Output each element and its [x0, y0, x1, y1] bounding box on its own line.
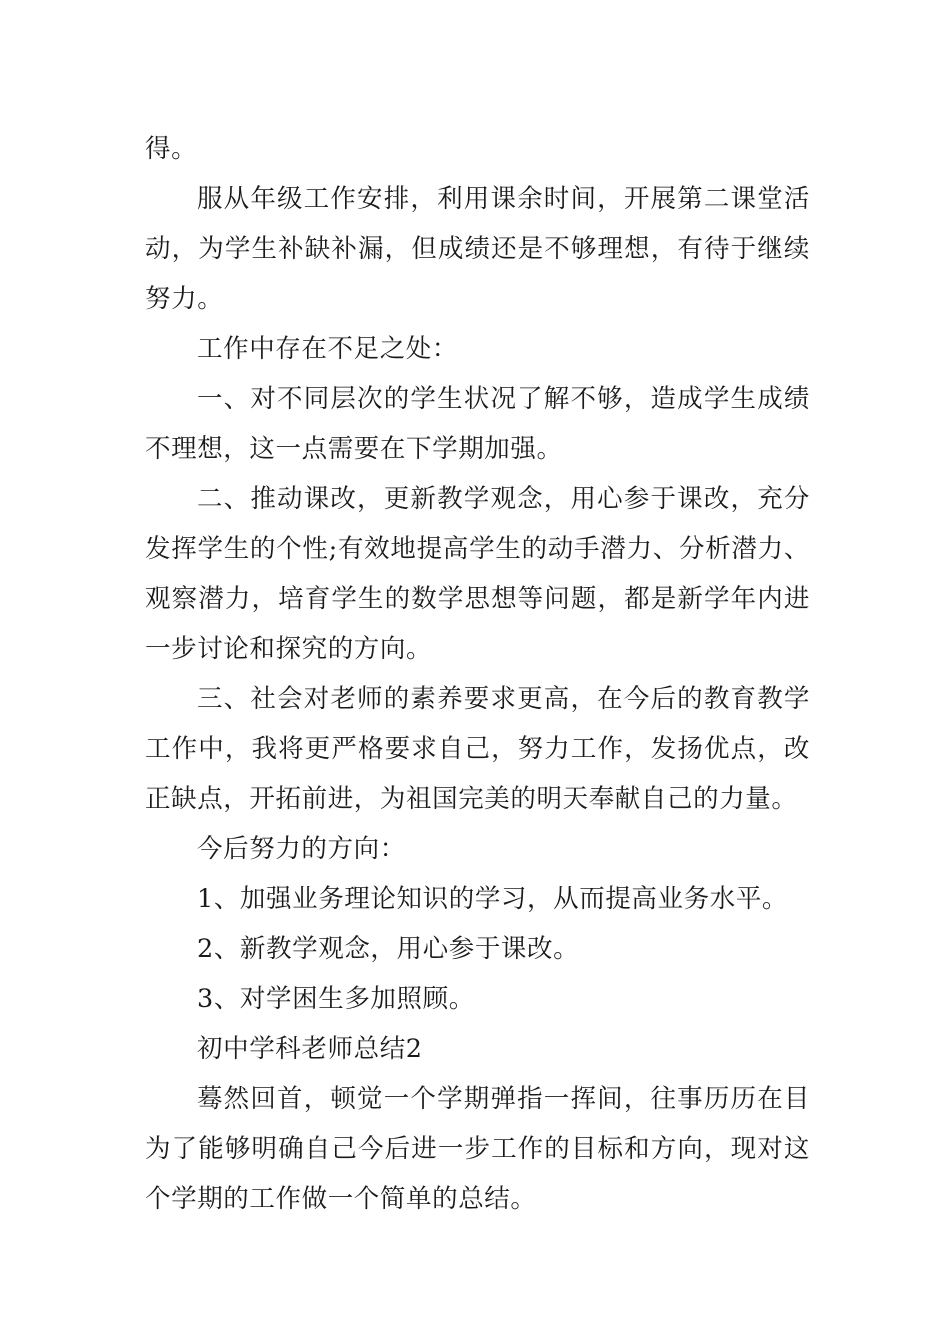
document-body	[145, 124, 810, 1224]
paragraph-second-classroom: 服从年级工作安排，利用课余时间，开展第二课堂活动，为学生补缺补漏，但成绩还是不够理想，有待于继续努力。	[145, 184, 810, 314]
direction-item-2: 2、新教学观念，用心参于课改。	[197, 934, 580, 964]
direction-item-3: 3、对学困生多加照顾。	[197, 984, 475, 1014]
paragraph-summary-intro: 蓦然回首，顿觉一个学期弹指一挥间，往事历历在目为了能够明确自己今后进一步工作的目标和方向，现对这个学期的工作做一个简单的总结。	[145, 1084, 810, 1214]
heading-future-direction: 今后努力的方向：	[197, 834, 406, 864]
section-title-summary-2: 初中学科老师总结2	[197, 1034, 423, 1064]
paragraph-continuation: 得。	[145, 134, 198, 164]
direction-item-1: 1、加强业务理论知识的学习，从而提高业务水平。	[197, 884, 789, 914]
shortcoming-item-2: 二、推动课改，更新教学观念，用心参于课改，充分发挥学生的个性;有效地提高学生的动手潜力、分析潜力、观察潜力，培育学生的数学思想等问题，都是新学年内进一步讨论和探究的方向。	[145, 484, 810, 664]
shortcoming-item-3: 三、社会对老师的素养要求更高，在今后的教育教学工作中，我将更严格要求自己，努力工作，发扬优点，改正缺点，开拓前进，为祖国完美的明天奉献自己的力量。	[145, 684, 810, 814]
heading-shortcomings: 工作中存在不足之处：	[197, 334, 459, 364]
shortcoming-item-1: 一、对不同层次的学生状况了解不够，造成学生成绩不理想，这一点需要在下学期加强。	[145, 384, 810, 464]
